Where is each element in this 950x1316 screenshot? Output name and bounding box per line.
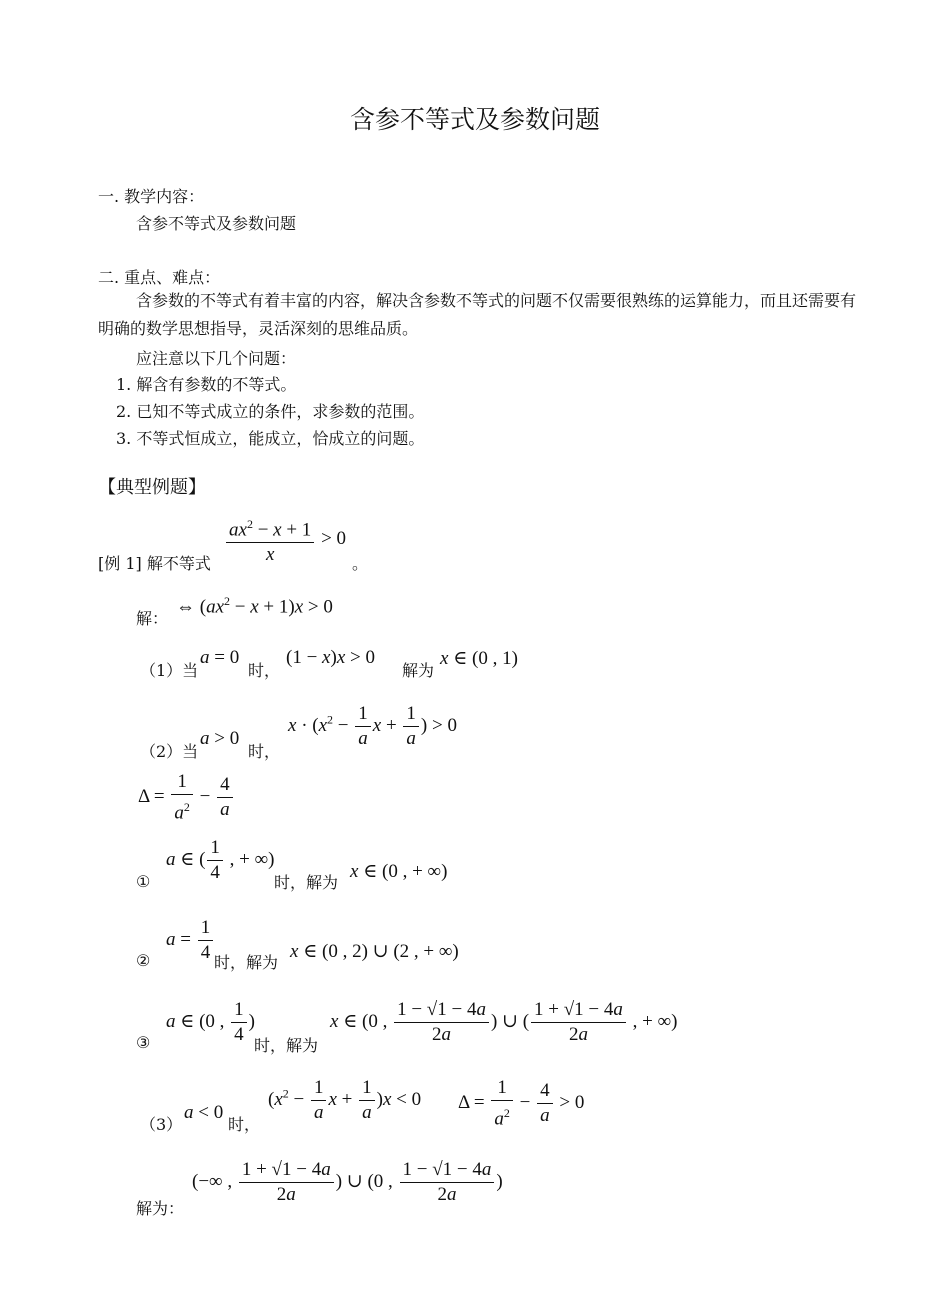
case3-shi: 时，	[228, 1115, 261, 1134]
case1-shi: 时，	[248, 661, 281, 680]
circle1-marker: ①	[136, 872, 151, 891]
case1-condition: a = 0	[200, 647, 240, 668]
example1-period: 。	[352, 554, 369, 573]
section1-content: 含参不等式及参数问题	[136, 214, 297, 233]
circle3-shi-jiewei: 时，解为	[254, 1036, 319, 1055]
examples-heading: 【典型例题】	[98, 477, 206, 498]
case3-inequality: ($x^2$ − $\frac{1}{a}$ x + $\frac{1}{a}$ )x < 0	[268, 1077, 422, 1123]
case1-solution: x ∈ (0 , 1)	[440, 648, 518, 669]
list-item: 1. 解含有参数的不等式。	[116, 375, 297, 394]
equivalent-expression: ⇔ $(ax^2 - x + 1)x > 0$	[176, 594, 333, 618]
case2-condition: a > 0	[200, 728, 240, 749]
case3-condition: a < 0	[184, 1102, 224, 1123]
case3-prefix: （3）	[140, 1115, 183, 1134]
section1-heading: 一. 教学内容：	[98, 187, 205, 206]
case2-inequality: $x \cdot (x^2$ − $\frac{1}{a}$ x + $\frac{1}{a}$ ) > 0	[288, 703, 457, 749]
case2-prefix: （2）当	[140, 742, 199, 761]
circle2-marker: ②	[136, 951, 151, 970]
example1-label: [例 1] 解不等式	[98, 554, 211, 573]
circle2-shi-jiewei: 时，解为	[214, 953, 279, 972]
case1-inequality: (1 − x)x > 0	[286, 647, 375, 668]
section2-note: 应注意以下几个问题：	[136, 349, 297, 368]
example1-inequality: $\frac{ax^2 - x + 1}{x}$ > 0	[224, 512, 346, 567]
final-solution: (−∞ , $\frac{1 + √1 - 4a}{2a}$ ) ∪ (0 , $\frac{1 - √1 - 4a}{2a}$ )	[192, 1159, 503, 1205]
circle3-marker: ③	[136, 1033, 151, 1052]
case1-jiewei: 解为	[402, 661, 435, 680]
final-label: 解为：	[136, 1199, 185, 1218]
circle1-condition: a ∈ ( $\frac{1}{4}$ , + ∞)	[166, 837, 275, 883]
page-title: 含参不等式及参数问题	[349, 105, 600, 134]
solve-label: 解：	[136, 609, 169, 628]
circle1-shi-jiewei: 时，解为	[274, 873, 339, 892]
section2-heading: 二. 重点、难点：	[98, 268, 221, 287]
section2-paragraph: 含参数的不等式有着丰富的内容，解决含参数不等式的问题不仅需要很熟练的运算能力，而且还需要有明确的数学思想指导，灵活深刻的思维品质。	[98, 291, 857, 338]
case3-discriminant: Δ = $\frac{1}{a^2}$ − $\frac{4}{a}$ > 0	[458, 1077, 585, 1130]
case1-prefix: （1）当	[140, 661, 199, 680]
circle2-condition: a = $\frac{1}{4}$	[166, 916, 215, 965]
case2-shi: 时，	[248, 742, 281, 761]
circle3-solution: x ∈ (0 , $\frac{1 - √1 - 4a}{2a}$ ) ∪ ( $\frac{1 + √1 - 4a}{2a}$ , + ∞)	[330, 999, 678, 1045]
list-item: 3. 不等式恒成立，能成立，恰成立的问题。	[116, 429, 425, 448]
list-item: 2. 已知不等式成立的条件，求参数的范围。	[116, 402, 425, 421]
circle2-solution: x ∈ (0 , 2) ∪ (2 , + ∞)	[290, 941, 459, 962]
discriminant: Δ = $\frac{1}{a^2}$ − $\frac{4}{a}$	[138, 770, 235, 825]
circle3-condition: a ∈ (0 , $\frac{1}{4}$ )	[166, 999, 255, 1045]
circle1-solution: x ∈ (0 , + ∞)	[350, 861, 448, 882]
